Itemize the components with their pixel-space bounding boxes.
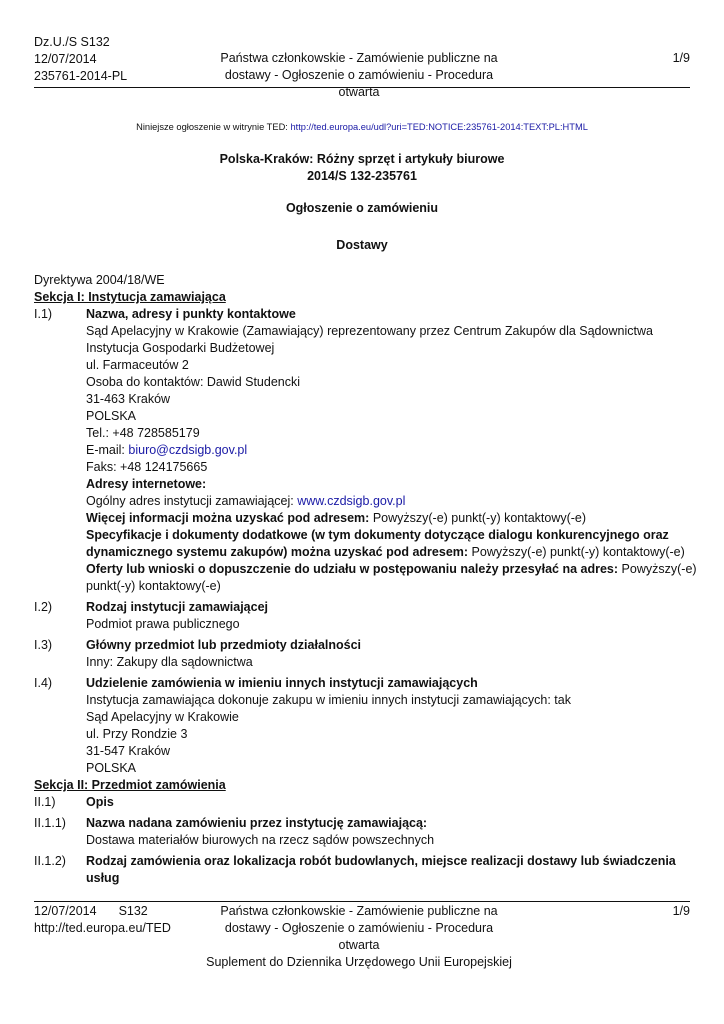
spec-row bbox=[86, 544, 690, 561]
ted-notice bbox=[34, 122, 690, 132]
header-center-line1: Państwa członkowskie - Zamówienie publiczne na bbox=[220, 51, 498, 65]
footer-center-line2: dostawy - Ogłoszenie o zamówieniu - Procedura otwarta bbox=[224, 921, 494, 952]
footer-center bbox=[204, 903, 514, 971]
section2-title: Sekcja II: Przedmiot zamówienia bbox=[34, 778, 226, 792]
main-content bbox=[34, 272, 697, 887]
directive: Dyrektywa 2004/18/WE bbox=[34, 273, 165, 287]
item-i4-line5: POLSKA bbox=[86, 761, 137, 775]
item-i3-number: I.3) bbox=[34, 638, 53, 652]
item-ii1-heading: Opis bbox=[86, 795, 114, 809]
header-rule bbox=[34, 87, 690, 88]
item-i4-line3: ul. Przy Rondzie 3 bbox=[86, 727, 188, 741]
spec-label-line1: Specyfikacje i dokumenty dodatkowe (w tym dokumenty dotyczące dialogu konkurencyjnego oraz bbox=[86, 528, 669, 542]
offers-value-line2: punkt(-y) kontaktowy(-e) bbox=[86, 579, 221, 593]
header-journal-ref: Dz.U./S S132 bbox=[34, 35, 110, 49]
spec-value: Powyższy(-e) punkt(-y) kontaktowy(-e) bbox=[471, 545, 685, 559]
footer-url: http://ted.europa.eu/TED bbox=[34, 921, 171, 935]
authority-name-line2: Instytucja Gospodarki Budżetowej bbox=[86, 341, 275, 355]
item-ii12 bbox=[34, 853, 690, 887]
item-i4-heading: Udzielenie zamówienia w imieniu innych instytucji zamawiających bbox=[86, 676, 478, 690]
item-ii1 bbox=[34, 794, 690, 811]
authority-street: ul. Farmaceutów 2 bbox=[86, 358, 189, 372]
item-ii11-number: II.1.1) bbox=[34, 816, 66, 830]
email-label: E-mail: bbox=[86, 443, 125, 457]
item-i1 bbox=[34, 306, 697, 595]
email-link[interactable]: biuro@czdsigb.gov.pl bbox=[128, 443, 248, 457]
more-info-row bbox=[86, 510, 690, 527]
item-i4-line1: Instytucja zamawiająca dokonuje zakupu w imieniu innych instytucji zamawiających: tak bbox=[86, 693, 571, 707]
header-notice-id: 235761-2014-PL bbox=[34, 69, 128, 83]
spec-label-line2: dynamicznego systemu zakupów) można uzyskać pod adresem: bbox=[86, 545, 469, 559]
footer-center-line1: Państwa członkowskie - Zamówienie publiczne na bbox=[220, 904, 498, 918]
item-i3 bbox=[34, 637, 690, 671]
general-address-label: Ogólny adres instytucji zamawiającej: bbox=[86, 494, 294, 508]
header-center bbox=[204, 50, 514, 101]
authority-tel: Tel.: +48 728585179 bbox=[86, 426, 200, 440]
footer-date-row bbox=[34, 903, 171, 920]
item-i3-value: Inny: Zakupy dla sądownictwa bbox=[86, 655, 253, 669]
title-line1: Polska-Kraków: Różny sprzęt i artykuły biurowe bbox=[219, 152, 505, 166]
more-info-value: Powyższy(-e) punkt(-y) kontaktowy(-e) bbox=[372, 511, 587, 525]
authority-contact: Osoba do kontaktów: Dawid Studencki bbox=[86, 375, 301, 389]
item-i4-line4: 31-547 Kraków bbox=[86, 744, 171, 758]
item-i4 bbox=[34, 675, 690, 777]
internet-heading: Adresy internetowe: bbox=[86, 477, 207, 491]
notice-prefix: Niniejsze ogłoszenie w witrynie TED: bbox=[136, 122, 288, 132]
authority-email-row bbox=[86, 442, 690, 459]
header-date: 12/07/2014 bbox=[34, 52, 97, 66]
authority-name-line1: Sąd Apelacyjny w Krakowie (Zamawiający) reprezentowany przez Centrum Zakupów dla Sądownictwa bbox=[86, 324, 653, 338]
contract-type: Dostawy bbox=[336, 238, 388, 252]
authority-fax: Faks: +48 124175665 bbox=[86, 460, 208, 474]
authority-city: 31-463 Kraków bbox=[86, 392, 171, 406]
footer-page-number: 1/9 bbox=[672, 904, 690, 918]
item-i2 bbox=[34, 599, 690, 633]
item-i1-number: I.1) bbox=[34, 307, 53, 321]
item-i1-heading: Nazwa, adresy i punkty kontaktowe bbox=[86, 307, 296, 321]
item-i3-heading: Główny przedmiot lub przedmioty działalności bbox=[86, 638, 362, 652]
header-center-line2: dostawy - Ogłoszenie o zamówieniu - Procedura otwarta bbox=[224, 68, 494, 99]
footer-center-line3: Suplement do Dziennika Urzędowego Unii Europejskiej bbox=[206, 955, 512, 969]
document-title bbox=[34, 151, 690, 185]
footer-series: S132 bbox=[118, 904, 148, 918]
section1-title: Sekcja I: Instytucja zamawiająca bbox=[34, 290, 226, 304]
authority-country: POLSKA bbox=[86, 409, 137, 423]
item-ii1-number: II.1) bbox=[34, 795, 56, 809]
footer-date: 12/07/2014 bbox=[34, 904, 97, 918]
item-i2-value: Podmiot prawa publicznego bbox=[86, 617, 240, 631]
general-address-row bbox=[86, 493, 690, 510]
footer-rule bbox=[34, 901, 690, 902]
more-info-label: Więcej informacji można uzyskać pod adresem: bbox=[86, 511, 370, 525]
item-ii12-number: II.1.2) bbox=[34, 854, 66, 868]
notice-link[interactable]: http://ted.europa.eu/udl?uri=TED:NOTICE:235761-2014:TEXT:PL:HTML bbox=[290, 122, 588, 132]
item-ii11-heading: Nazwa nadana zamówieniu przez instytucję zamawiającą: bbox=[86, 816, 428, 830]
item-ii12-heading-line1: Rodzaj zamówienia oraz lokalizacja robót budowlanych, miejsce realizacji dostawy lub świadczenia bbox=[86, 854, 676, 868]
item-i2-heading: Rodzaj instytucji zamawiającej bbox=[86, 600, 269, 614]
notice-type: Ogłoszenie o zamówieniu bbox=[285, 201, 439, 215]
offers-row bbox=[86, 561, 697, 578]
footer-left bbox=[34, 903, 171, 937]
page-header bbox=[34, 34, 690, 99]
item-ii11 bbox=[34, 815, 690, 849]
item-ii12-heading-line2: usług bbox=[86, 871, 120, 885]
offers-value-line1: Powyższy(-e) bbox=[621, 562, 697, 576]
item-ii11-value: Dostawa materiałów biurowych na rzecz sądów powszechnych bbox=[86, 833, 435, 847]
item-i4-line2: Sąd Apelacyjny w Krakowie bbox=[86, 710, 239, 724]
header-page-number: 1/9 bbox=[672, 51, 690, 65]
general-address-link[interactable]: www.czdsigb.gov.pl bbox=[297, 494, 406, 508]
offers-label: Oferty lub wnioski o dopuszczenie do udziału w postępowaniu należy przesyłać na adres: bbox=[86, 562, 619, 576]
item-i2-number: I.2) bbox=[34, 600, 53, 614]
header-left bbox=[34, 34, 127, 85]
item-i4-number: I.4) bbox=[34, 676, 53, 690]
title-line2: 2014/S 132-235761 bbox=[307, 169, 417, 183]
